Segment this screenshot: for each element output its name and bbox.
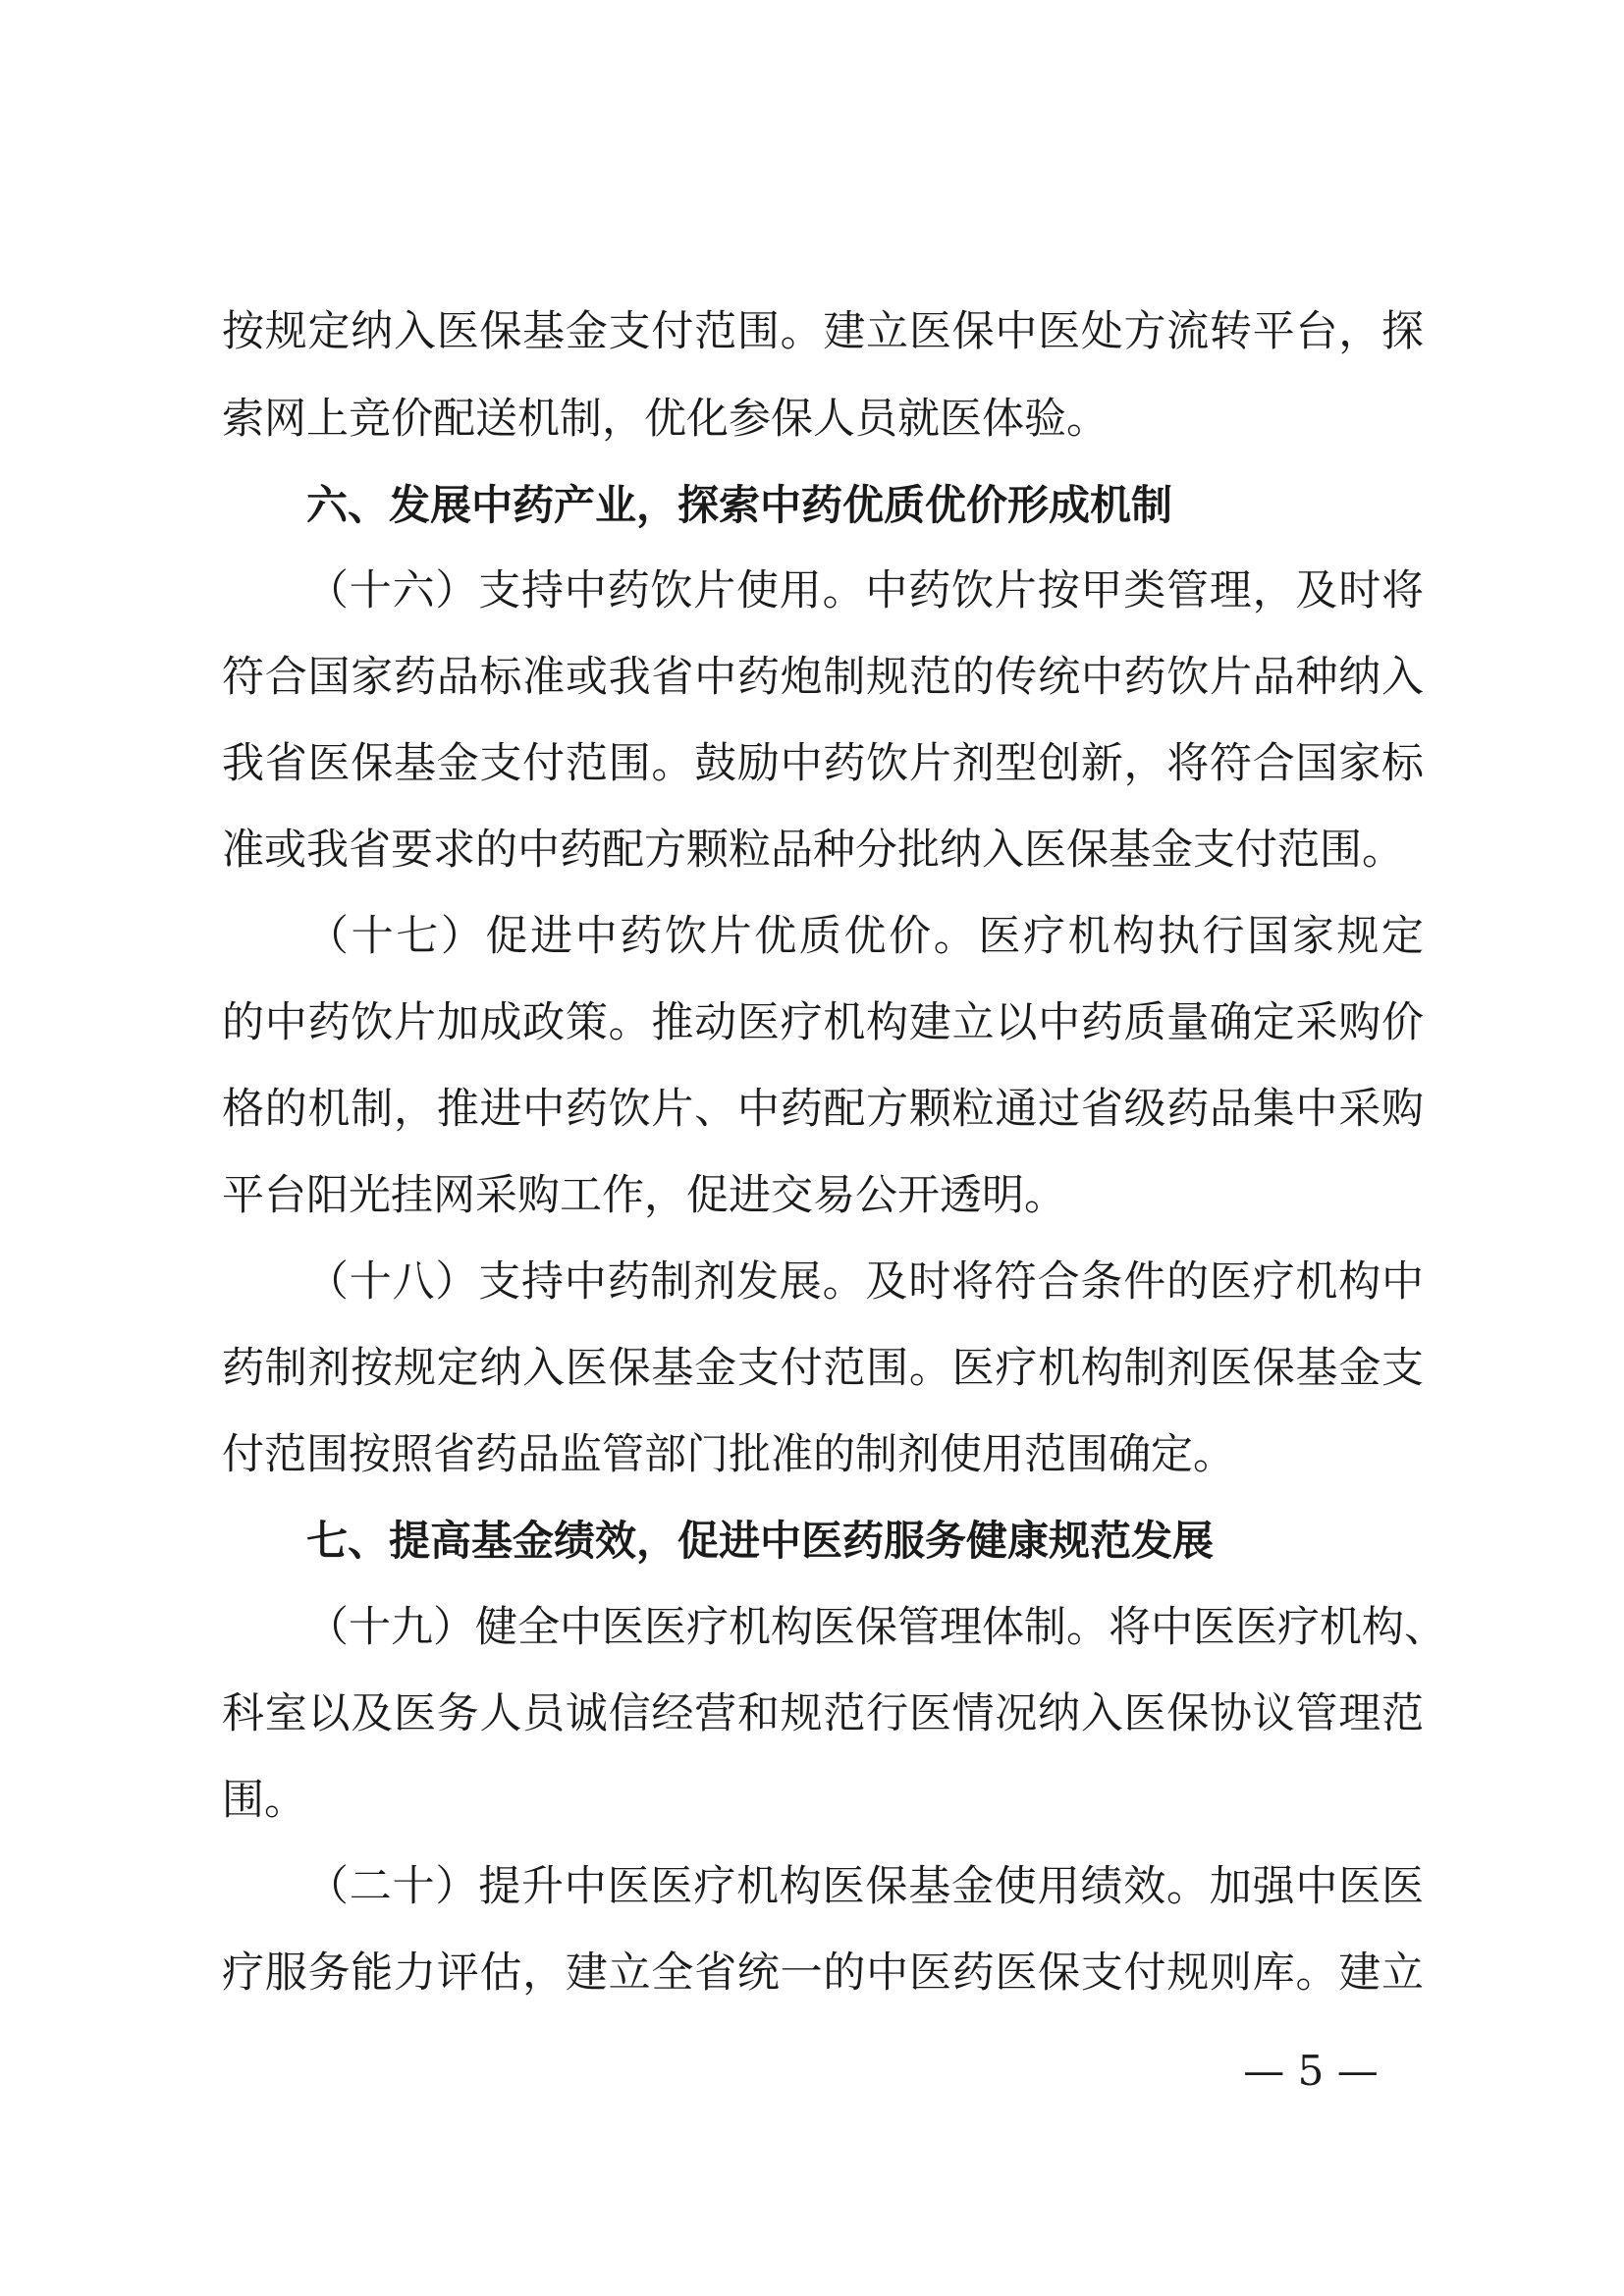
body-line: （二十）提升中医医疗机构医保基金使用绩效。加强中医医 <box>306 1862 1424 1911</box>
body-line: 我省医保基金支付范围。鼓励中药饮片剂型创新，将符合国家标 <box>222 739 1424 788</box>
body-line: 索网上竞价配送机制，优化参保人员就医体验。 <box>222 395 1109 444</box>
body-line: （十八）支持中药制剂发展。及时将符合条件的医疗机构中 <box>306 1257 1424 1307</box>
body-line: （十六）支持中药饮片使用。中药饮片按甲类管理，及时将 <box>306 566 1424 615</box>
section-heading: 七、提高基金绩效，促进中医药服务健康规范发展 <box>306 1517 1215 1565</box>
body-line: 按规定纳入医保基金支付范围。建立医保中医处方流转平台，探 <box>222 307 1424 356</box>
body-line: 疗服务能力评估，建立全省统一的中医药医保支付规则库。建立 <box>222 1949 1424 1998</box>
body-line: 药制剂按规定纳入医保基金支付范围。医疗机构制剂医保基金支 <box>222 1344 1424 1393</box>
body-line: 科室以及医务人员诚信经营和规范行医情况纳入医保协议管理范 <box>222 1689 1424 1738</box>
body-line: 平台阳光挂网采购工作，促进交易公开透明。 <box>222 1171 1066 1220</box>
body-line: 准或我省要求的中药配方颗粒品种分批纳入医保基金支付范围。 <box>222 826 1404 875</box>
body-line: （十七）促进中药饮片优质优价。医疗机构执行国家规定 <box>306 912 1424 961</box>
section-heading: 六、发展中药产业，探索中药优质优价形成机制 <box>306 481 1173 529</box>
body-line: 格的机制，推进中药饮片、中药配方颗粒通过省级药品集中采购 <box>222 1085 1424 1134</box>
body-line: 的中药饮片加成政策。推动医疗机构建立以中药质量确定采购价 <box>222 998 1424 1047</box>
body-line: （十九）健全中医医疗机构医保管理体制。将中医医疗机构、 <box>306 1603 1446 1652</box>
page-number: — 5 — <box>1243 2047 1379 2095</box>
body-line: 付范围按照省药品监管部门批准的制剂使用范围确定。 <box>222 1430 1235 1479</box>
body-line: 围。 <box>222 1776 306 1825</box>
body-line: 符合国家药品标准或我省中药炮制规范的传统中药饮片品种纳入 <box>222 653 1424 702</box>
